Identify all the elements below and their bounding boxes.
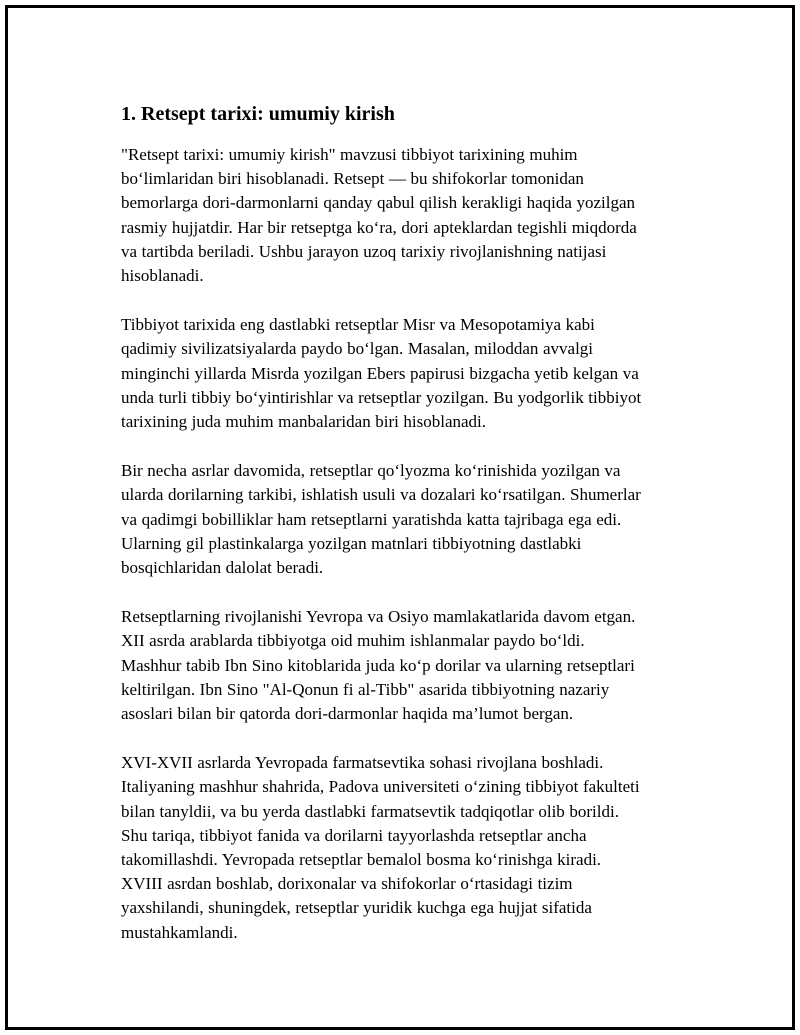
text-line: XII asrda arablarda tibbiyotga oid muhim ishlanmalar paydo bo‘ldi. [121,631,585,651]
text-line: hisoblanadi. [121,266,204,286]
paragraph-2 [121,313,701,434]
text-line: mustahkamlandi. [121,922,238,942]
text-line: qadimiy sivilizatsiyalarda paydo bo‘lgan. Masalan, miloddan avvalgi [121,339,594,359]
text-line: bemorlarga dori-darmonlarni qanday qabul qilish kerakligi haqida yozilgan [121,193,635,213]
paragraph-3 [121,459,701,580]
paragraph-5 [121,751,701,945]
paragraph-1 [121,143,701,288]
text-line: keltirilgan. Ibn Sino "Al-Qonun fi al-Tibb" asarida tibbiyotning nazariy [121,679,610,699]
text-line: Retseptlarning rivojlanishi Yevropa va Osiyo mamlakatlarida davom etgan. [121,607,636,627]
text-line: va qadimgi bobilliklar ham retseptlarni yaratishda katta tajribaga ega edi. [121,509,622,529]
text-line: ularda dorilarning tarkibi, ishlatish usuli va dozalari ko‘rsatilgan. Shumerlar [121,485,641,505]
page-title: 1. Retsept tarixi: umumiy kirish [121,103,395,125]
text-line: Shu tariqa, tibbiyot fanida va dorilarni tayyorlashda retseptlar ancha [121,825,587,845]
text-line: bo‘limlaridan biri hisoblanadi. Retsept — bu shifokorlar tomonidan [121,169,584,189]
text-line: minginchi yillarda Misrda yozilgan Ebers papirusi bizgacha yetib kelgan va [121,363,639,383]
text-line: Italiyaning mashhur shahrida, Padova universiteti o‘zining tibbiyot fakulteti [121,777,640,797]
text-line: bosqichlaridan dalolat beradi. [121,558,324,578]
text-line: tarixining juda muhim manbalaridan biri hisoblanadi. [121,412,487,432]
text-line: yaxshilandi, shuningdek, retseptlar yuridik kuchga ega hujjat sifatida [121,898,592,918]
paragraph-4 [121,605,701,726]
text-line: Bir necha asrlar davomida, retseptlar qo‘lyozma ko‘rinishida yozilgan va [121,461,621,481]
document-body [121,100,701,970]
text-line: rasmiy hujjatdir. Har bir retseptga ko‘ra, dori apteklardan tegishli miqdorda [121,217,637,237]
text-line: Ularning gil plastinkalarga yozilgan matnlari tibbiyotning dastlabki [121,533,582,553]
text-line: asoslari bilan bir qatorda dori-darmonlar haqida ma’lumot bergan. [121,704,574,724]
text-line: takomillashdi. Yevropada retseptlar bemalol bosma ko‘rinishga kiradi. [121,850,602,870]
text-line: XVI-XVII asrlarda Yevropada farmatsevtika sohasi rivojlana boshladi. [121,753,604,773]
text-line: Tibbiyot tarixida eng dastlabki retseptlar Misr va Mesopotamiya kabi [121,315,595,335]
text-line: "Retsept tarixi: umumiy kirish" mavzusi tibbiyot tarixining muhim [121,145,578,164]
text-line: XVIII asrdan boshlab, dorixonalar va shifokorlar o‘rtasidagi tizim [121,874,573,894]
text-line: unda turli tibbiy bo‘yintirishlar va retseptlar yozilgan. Bu yodgorlik tibbiyot [121,387,642,407]
text-line: Mashhur tabib Ibn Sino kitoblarida juda ko‘p dorilar va ularning retseptlari [121,655,635,675]
text-line: bilan tanyldii, va bu yerda dastlabki farmatsevtik tadqiqotlar olib borildi. [121,801,619,821]
page-frame [5,5,795,1030]
text-line: va tartibda beriladi. Ushbu jarayon uzoq tarixiy rivojlanishning natijasi [121,241,607,261]
